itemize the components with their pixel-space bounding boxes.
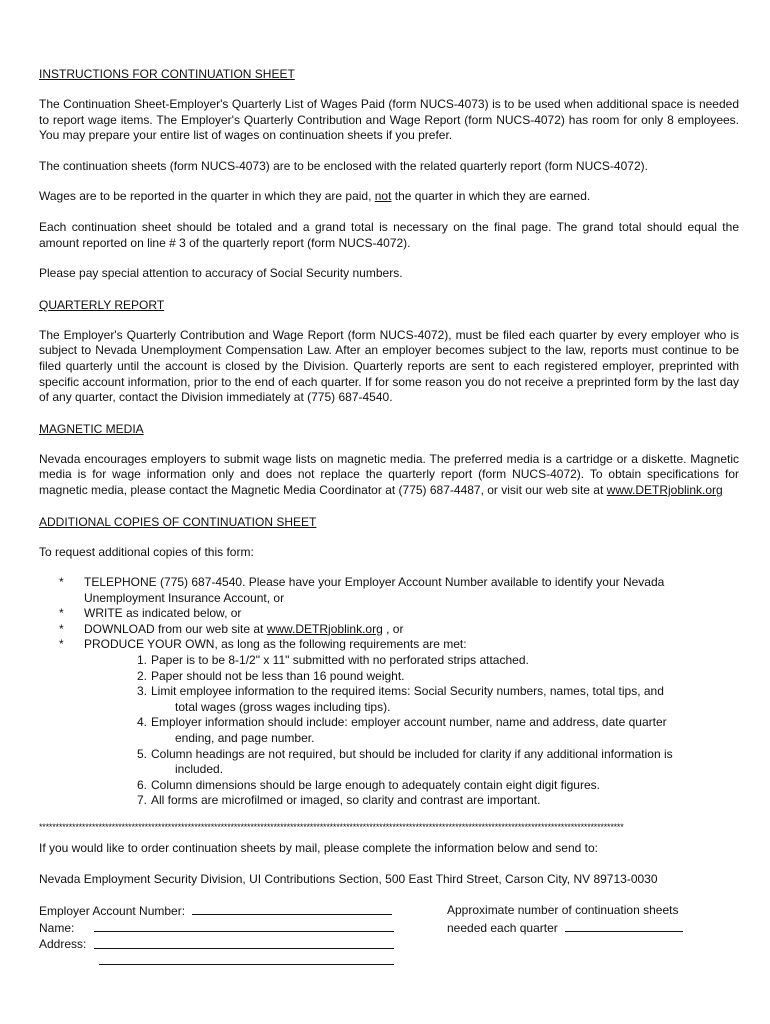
approx-sheets-label-2: needed each quarter (447, 921, 558, 936)
p3-after: the quarter in which they are earned. (391, 189, 591, 204)
bullet-star: * (59, 606, 64, 621)
heading-magnetic-media: MAGNETIC MEDIA (39, 421, 144, 436)
requirement-number: 5. (136, 746, 147, 761)
requirement-number: 6. (136, 777, 147, 792)
paragraph-quarterly-report: The Employer's Quarterly Contribution and Wage Report (form NUCS-4072), must be filed each quarter by every employer who is subject to Nevada Unemployment Compensation Law. After an employer becomes subject to the law, reports must continue to be filed quarterly until the account is closed by the Division. Quarterly reports are sent to each registered employer, preprinted with specific account information, prior to the end of each quarter. If for some reason you do not receive a preprinted form by the last day of any quarter, contact the Division immediately at (775) 687-4540. (39, 327, 739, 405)
account-number-field[interactable] (192, 902, 392, 915)
requirement-number: 7. (136, 793, 147, 808)
bullet-download-text: DOWNLOAD from our web site at (84, 621, 267, 636)
paragraph-enclosed: The continuation sheets (form NUCS-4073) are to be enclosed with the related quarterly report (form NUCS-4072). (39, 158, 648, 173)
mailing-address: Nevada Employment Security Division, UI Contributions Section, 500 East Third Street, Carson City, NV 89713-0030 (39, 871, 658, 886)
paragraph-wages-quarter (39, 189, 739, 205)
bullet-produce-text: PRODUCE YOUR OWN, as long as the following requirements are met: (84, 637, 467, 652)
name-field[interactable] (94, 919, 394, 932)
requirement-text: Employer information should include: employer account number, name and address, date quarter (151, 715, 667, 730)
name-label: Name: (39, 921, 75, 936)
requirement-6 (39, 778, 739, 794)
requirement-text-cont: included. (175, 762, 224, 777)
requirement-number: 4. (136, 715, 147, 730)
instructions-page (39, 66, 739, 965)
requirement-text-cont: ending, and page number. (175, 731, 315, 746)
bullet-write (39, 606, 739, 622)
heading-additional-copies: ADDITIONAL COPIES OF CONTINUATION SHEET (39, 514, 317, 529)
approx-sheets-label-1: Approximate number of continuation sheets (447, 903, 679, 918)
p3-before: Wages are to be reported in the quarter in which they are paid, (39, 189, 375, 204)
paragraph-ssn-accuracy: Please pay special attention to accuracy of Social Security numbers. (39, 266, 403, 281)
download-link[interactable]: www.DETRjoblink.org (266, 621, 383, 636)
requirement-7 (39, 793, 739, 809)
paragraph-grand-total: Each continuation sheet should be totaled and a grand total is necessary on the final page. The grand total should equal the amount reported on line # 3 of the quarterly report (form NUCS-4072). (39, 219, 739, 250)
requirement-4-cont (39, 731, 739, 747)
bullet-produce (39, 637, 739, 653)
bullet-telephone (39, 575, 739, 606)
account-number-label: Employer Account Number: (39, 904, 186, 919)
requirement-number: 1. (136, 653, 147, 668)
requirement-text-cont: total wages (gross wages including tips). (175, 699, 391, 714)
requirement-4 (39, 715, 739, 731)
heading-instructions: INSTRUCTIONS FOR CONTINUATION SHEET (39, 67, 295, 81)
address-field-2[interactable] (99, 952, 394, 965)
bullet-star: * (59, 575, 64, 590)
paragraph-order-by-mail: If you would like to order continuation sheets by mail, please complete the information below and send to: (39, 841, 598, 855)
p3-not: not (374, 189, 392, 204)
requirement-text: Limit employee information to the required items: Social Security numbers, names, total tips, and (151, 684, 664, 699)
sheets-quantity-field[interactable] (565, 919, 683, 932)
separator-line: ********************************************************************************************************************************************************************************* (39, 822, 624, 832)
heading-quarterly-report: QUARTERLY REPORT (39, 297, 165, 312)
requirement-1 (39, 653, 739, 669)
requirement-text: All forms are microfilmed or imaged, so clarity and contrast are important. (151, 793, 541, 808)
requirement-3 (39, 684, 739, 700)
requirement-number: 3. (136, 684, 147, 699)
bullet-star: * (59, 621, 64, 636)
requirement-5-cont (39, 762, 739, 778)
requirement-text: Paper is to be 8-1/2" x 11" submitted with no perforated strips attached. (151, 653, 529, 668)
requirement-3-cont (39, 700, 739, 716)
form-row-3 (39, 936, 739, 952)
bullet-download-after: , or (382, 621, 404, 636)
requirement-text: Column headings are not required, but should be included for clarity if any additional information is (151, 746, 673, 761)
paragraph-magnetic-media (39, 452, 739, 499)
bullet-telephone-text: TELEPHONE (775) 687-4540. Please have your Employer Account Number available to identify your Nevada Unemployment Insurance Account, or (84, 575, 665, 605)
form-row-1 (39, 902, 739, 919)
paragraph-request-copies: To request additional copies of this form: (39, 544, 254, 559)
bullet-write-text: WRITE as indicated below, or (84, 606, 242, 621)
requirement-text: Column dimensions should be large enough to adequately contain eight digit figures. (151, 777, 600, 792)
form-row-4 (39, 952, 739, 965)
bullet-download (39, 622, 739, 638)
requirement-5 (39, 747, 739, 763)
p7-text: Nevada encourages employers to submit wage lists on magnetic media. The preferred media is a cartridge or a diskette. Magnetic media is for wage information only and does not replace the quarterly report (form NUCS-4072). To obtain specifications for magnetic media, please contact the Magnetic Media Coordinator at (775) 687-4487, or visit our web site at (39, 451, 739, 497)
address-label: Address: (39, 937, 87, 952)
bullet-star: * (59, 637, 64, 652)
address-field-1[interactable] (94, 936, 394, 949)
requirement-number: 2. (136, 668, 147, 683)
requirement-2 (39, 669, 739, 685)
form-row-2 (39, 919, 739, 936)
requirement-text: Paper should not be less than 16 pound weight. (151, 668, 405, 683)
paragraph-continuation-sheet: The Continuation Sheet-Employer's Quarterly List of Wages Paid (form NUCS-4073) is to be used when additional space is needed to report wage items. The Employer's Quarterly Contribution and Wage Report (form NUCS-4072) has room for only 8 employees. You may prepare your entire list of wages on continuation sheets if you prefer. (39, 97, 739, 143)
web-site-link[interactable]: www.DETRjoblink.org (606, 482, 723, 497)
